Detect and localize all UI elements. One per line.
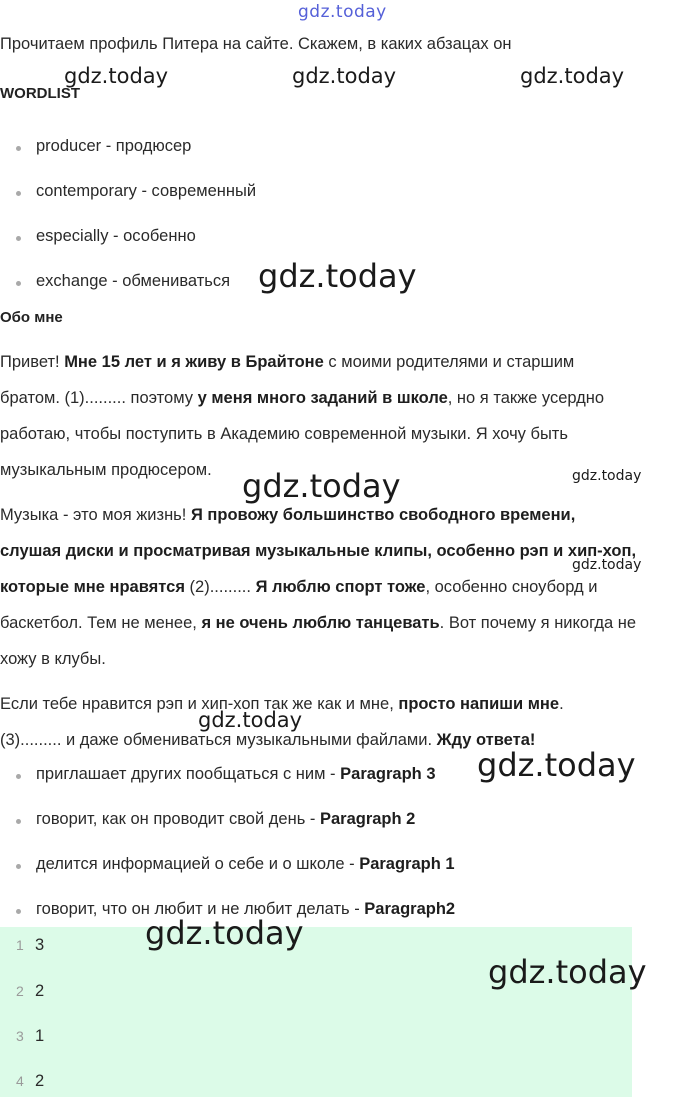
answer-row xyxy=(0,1022,632,1066)
text: Музыка - это моя жизнь! xyxy=(0,506,191,524)
list-item xyxy=(36,765,436,784)
bold-text: Я люблю спорт тоже xyxy=(255,578,426,596)
task-answer: Paragraph 3 xyxy=(340,765,436,783)
answer-value: 2 xyxy=(35,1072,45,1090)
watermark: gdz.today xyxy=(242,467,401,505)
bold-text: Мне 15 лет и я живу в Брайтоне xyxy=(64,353,324,371)
watermark: gdz.today xyxy=(477,746,636,784)
text: хожу в клубы. xyxy=(0,650,106,668)
bold-text: которые мне нравятся xyxy=(0,578,185,596)
text: музыкальным продюсером. xyxy=(0,461,212,479)
bullet-icon xyxy=(16,909,21,914)
watermark: gdz.today xyxy=(488,953,647,991)
task-text: говорит, как он проводит свой день - xyxy=(36,810,320,828)
task-answer: Paragraph2 xyxy=(364,900,456,918)
bullet-icon xyxy=(16,281,21,286)
text: Если тебе нравится рэп и хип-хоп так же как и мне, xyxy=(0,695,399,713)
text: Привет! xyxy=(0,353,65,371)
about-heading: Обо мне xyxy=(0,309,63,326)
bold-text: у меня много заданий в школе xyxy=(197,389,448,407)
watermark: gdz.today xyxy=(572,557,642,573)
line-number: 1 xyxy=(16,937,24,953)
text: . xyxy=(559,695,564,713)
task-text: делится информацией о себе и о школе - xyxy=(36,855,360,873)
watermark: gdz.today xyxy=(145,914,304,952)
watermark-top: gdz.today xyxy=(298,2,387,22)
watermark: gdz.today xyxy=(198,708,303,732)
task-answer: Paragraph 2 xyxy=(319,810,416,828)
text: , особенно сноуборд и xyxy=(425,578,598,596)
line-number: 2 xyxy=(16,983,24,999)
text: . Вот почему я никогда не xyxy=(439,614,637,632)
watermark: gdz.today xyxy=(292,64,397,88)
bold-text: просто напиши мне xyxy=(398,695,560,713)
line-number: 4 xyxy=(16,1073,24,1089)
task-text: говорит, что он любит и не любит делать - xyxy=(36,900,365,918)
line-number: 3 xyxy=(16,1028,24,1044)
watermark: gdz.today xyxy=(520,64,625,88)
task-answer: Paragraph 1 xyxy=(359,855,455,873)
answer-value: 3 xyxy=(35,936,45,954)
bullet-icon xyxy=(16,146,21,151)
list-item: exchange - обмениваться xyxy=(36,272,231,290)
watermark: gdz.today xyxy=(64,64,169,88)
intro-text: Прочитаем профиль Питера на сайте. Скажем, в каких абзацах он xyxy=(0,35,512,53)
list-item xyxy=(36,810,415,829)
list-item: especially - особенно xyxy=(36,227,196,245)
text: баскетбол. Тем не менее, xyxy=(0,614,202,632)
bold-text: Я провожу большинство свободного времени, xyxy=(190,506,576,524)
bullet-icon xyxy=(16,864,21,869)
wordlist-heading: WORDLIST xyxy=(0,85,80,102)
task-text: приглашает других пообщаться с ним - xyxy=(36,765,341,783)
text: братом. (1)......... поэтому xyxy=(0,389,198,407)
bold-text: я не очень люблю танцевать xyxy=(201,614,440,632)
watermark: gdz.today xyxy=(572,468,642,484)
bullet-icon xyxy=(16,191,21,196)
answer-value: 2 xyxy=(35,982,45,1000)
bullet-icon xyxy=(16,819,21,824)
watermark: gdz.today xyxy=(258,257,417,295)
list-item: contemporary - современный xyxy=(36,182,257,200)
bullet-icon xyxy=(16,774,21,779)
bullet-icon xyxy=(16,236,21,241)
text: (3)......... и даже обмениваться музыкальными файлами. xyxy=(0,731,437,749)
bold-text: слушая диски и просматривая музыкальные клипы, особенно рэп и хип-хоп, xyxy=(0,542,637,560)
bold-text: Жду ответа! xyxy=(436,731,536,749)
text: , но я также усердно xyxy=(447,389,605,407)
answer-row xyxy=(0,1067,632,1111)
text: работаю, чтобы поступить в Академию современной музыки. Я хочу быть xyxy=(0,425,568,443)
list-item xyxy=(36,855,455,874)
paragraph-3 xyxy=(0,686,680,722)
text: (2)......... xyxy=(184,578,256,596)
answer-value: 1 xyxy=(35,1027,45,1045)
paragraph-2 xyxy=(0,497,680,677)
text: с моими родителями и старшим xyxy=(323,353,575,371)
list-item: producer - продюсер xyxy=(36,137,192,155)
